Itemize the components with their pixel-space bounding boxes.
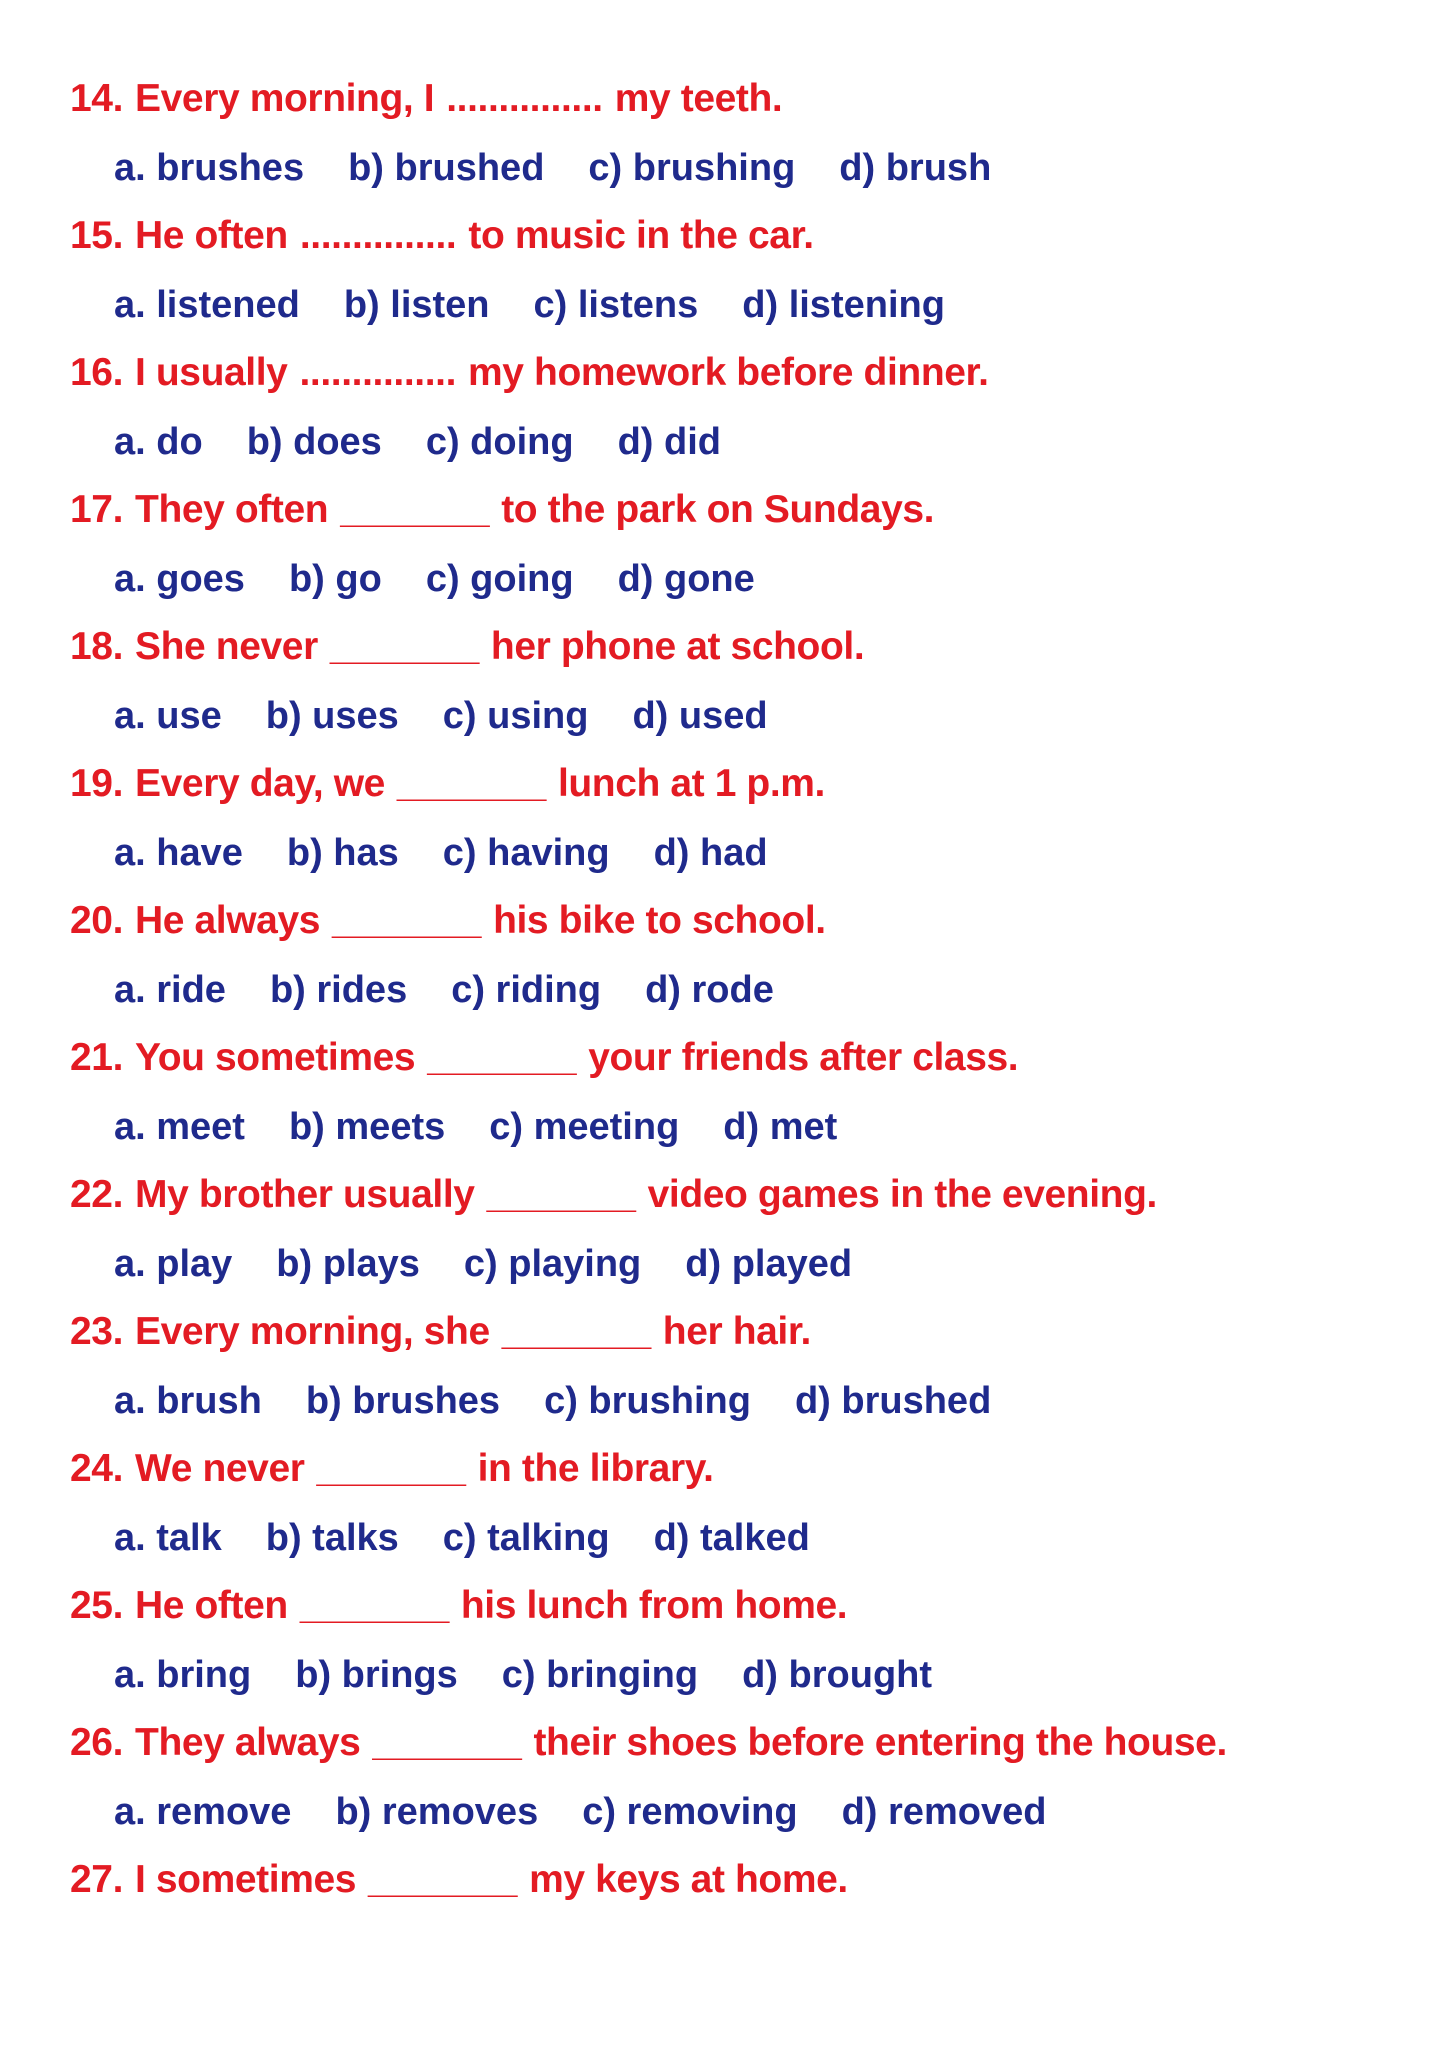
question-item	[0, 613, 1448, 750]
question-item	[0, 1435, 1448, 1572]
question-item	[0, 202, 1448, 339]
question-stem	[70, 202, 814, 270]
choice-d: d) talked	[653, 1517, 810, 1559]
question-text-after: to the park on Sundays.	[501, 488, 935, 531]
answer-blank: _______	[340, 488, 490, 531]
answer-choices	[114, 545, 755, 613]
choice-b: b) talks	[265, 1517, 399, 1559]
answer-blank: _______	[299, 1584, 449, 1627]
choice-b: b) brushes	[305, 1380, 501, 1422]
question-stem	[70, 1572, 847, 1640]
answer-blank: _______	[368, 1858, 518, 1901]
question-text-after: your friends after class.	[588, 1036, 1019, 1079]
choice-d: d) rode	[645, 969, 774, 1011]
question-stem	[70, 339, 989, 407]
answer-blank: _______	[332, 899, 482, 942]
question-number: 15.	[70, 214, 124, 257]
question-number: 19.	[70, 762, 124, 805]
question-number: 23.	[70, 1310, 124, 1353]
choice-c: c) having	[442, 832, 610, 874]
question-item	[0, 339, 1448, 476]
choice-d: d) brush	[839, 147, 992, 189]
question-item	[0, 1298, 1448, 1435]
answer-blank: _______	[372, 1721, 522, 1764]
choice-a: a. goes	[114, 558, 245, 600]
question-number: 22.	[70, 1173, 124, 1216]
question-text-before: They often	[135, 488, 329, 531]
question-item	[0, 1161, 1448, 1298]
question-stem	[70, 65, 782, 133]
question-number: 20.	[70, 899, 124, 942]
choice-b: b) brings	[295, 1654, 458, 1696]
question-number: 17.	[70, 488, 124, 531]
choice-c: c) doing	[425, 421, 574, 463]
question-stem	[70, 750, 825, 818]
answer-blank: ...............	[299, 214, 457, 257]
answer-blank: _______	[427, 1036, 577, 1079]
question-text-after: her phone at school.	[490, 625, 865, 668]
question-number: 14.	[70, 77, 124, 120]
choice-c: c) meeting	[489, 1106, 680, 1148]
question-item	[0, 1572, 1448, 1709]
answer-choices	[114, 134, 991, 202]
question-stem	[70, 1846, 848, 1914]
choice-a: a. listened	[114, 284, 300, 326]
choice-d: d) played	[685, 1243, 853, 1285]
question-text-after: their shoes before entering the house.	[533, 1721, 1227, 1764]
question-text-before: My brother usually	[135, 1173, 475, 1216]
answer-choices	[114, 956, 774, 1024]
answer-blank: ...............	[446, 77, 603, 120]
question-stem	[70, 1435, 714, 1503]
question-stem	[70, 1161, 1157, 1229]
question-number: 18.	[70, 625, 124, 668]
choice-c: c) riding	[451, 969, 602, 1011]
choice-b: b) plays	[276, 1243, 420, 1285]
choice-b: b) removes	[335, 1791, 539, 1833]
question-item	[0, 476, 1448, 613]
question-text-before: Every day, we	[135, 762, 385, 805]
answer-choices	[114, 1778, 1046, 1846]
choice-c: c) talking	[442, 1517, 610, 1559]
question-number: 27.	[70, 1858, 124, 1901]
choice-c: c) going	[425, 558, 574, 600]
choice-b: b) does	[246, 421, 382, 463]
choice-c: c) using	[442, 695, 589, 737]
question-number: 21.	[70, 1036, 124, 1079]
question-stem	[70, 1024, 1018, 1092]
choice-c: c) brushing	[588, 147, 796, 189]
choice-a: a. play	[114, 1243, 233, 1285]
question-text-before: He often	[135, 1584, 288, 1627]
choice-b: b) meets	[288, 1106, 446, 1148]
question-text-after: video games in the evening.	[647, 1173, 1157, 1216]
question-text-before: I usually	[135, 351, 288, 394]
answer-blank: _______	[396, 762, 546, 805]
choice-c: c) removing	[582, 1791, 798, 1833]
question-item	[0, 887, 1448, 1024]
answer-blank: _______	[329, 625, 479, 668]
question-text-before: We never	[135, 1447, 305, 1490]
question-text-after: lunch at 1 p.m.	[557, 762, 825, 805]
answer-choices	[114, 1230, 852, 1298]
answer-choices	[114, 1504, 810, 1572]
question-item	[0, 1024, 1448, 1161]
question-text-after: to music in the car.	[468, 214, 814, 257]
question-item	[0, 750, 1448, 887]
answer-blank: ...............	[299, 351, 457, 394]
choice-d: d) used	[632, 695, 768, 737]
question-number: 26.	[70, 1721, 124, 1764]
choice-a: a. ride	[114, 969, 226, 1011]
question-item	[0, 1709, 1448, 1846]
choice-a: a. remove	[114, 1791, 292, 1833]
choice-a: a. talk	[114, 1517, 222, 1559]
question-stem	[70, 1298, 811, 1366]
choice-a: a. have	[114, 832, 243, 874]
choice-d: d) brushed	[794, 1380, 992, 1422]
question-text-after: my keys at home.	[529, 1858, 848, 1901]
question-stem	[70, 613, 864, 681]
question-stem	[70, 476, 934, 544]
question-text-before: She never	[135, 625, 318, 668]
question-text-after: my homework before dinner.	[468, 351, 989, 394]
answer-choices	[114, 1093, 837, 1161]
choice-b: b) has	[286, 832, 399, 874]
question-number: 24.	[70, 1447, 124, 1490]
answer-choices	[114, 1367, 991, 1435]
choice-a: a. do	[114, 421, 203, 463]
choice-b: b) go	[288, 558, 382, 600]
question-text-before: I sometimes	[135, 1858, 357, 1901]
question-text-after: my teeth.	[614, 77, 783, 120]
question-text-after: her hair.	[662, 1310, 811, 1353]
question-stem	[70, 887, 826, 955]
question-text-before: He often	[135, 214, 288, 257]
question-text-after: his lunch from home.	[460, 1584, 848, 1627]
choice-a: a. use	[114, 695, 222, 737]
choice-d: d) had	[653, 832, 768, 874]
answer-choices	[114, 408, 721, 476]
question-text-before: Every morning, she	[135, 1310, 490, 1353]
choice-c: c) bringing	[501, 1654, 699, 1696]
choice-c: c) playing	[463, 1243, 642, 1285]
question-text-after: in the library.	[477, 1447, 714, 1490]
choice-d: d) removed	[841, 1791, 1047, 1833]
choice-d: d) gone	[617, 558, 755, 600]
answer-choices	[114, 1641, 932, 1709]
question-text-before: He always	[135, 899, 321, 942]
answer-choices	[114, 819, 768, 887]
choice-a: a. brushes	[114, 147, 305, 189]
answer-choices	[114, 271, 945, 339]
question-text-before: You sometimes	[135, 1036, 416, 1079]
choice-c: c) listens	[533, 284, 699, 326]
choice-a: a. bring	[114, 1654, 252, 1696]
question-item	[0, 65, 1448, 202]
question-number: 16.	[70, 351, 124, 394]
choice-a: a. meet	[114, 1106, 245, 1148]
choice-b: b) brushed	[348, 147, 545, 189]
answer-blank: _______	[501, 1310, 651, 1353]
choice-a: a. brush	[114, 1380, 262, 1422]
question-text-before: Every morning, I	[135, 77, 435, 120]
answer-blank: _______	[486, 1173, 636, 1216]
choice-d: d) brought	[742, 1654, 933, 1696]
question-stem	[70, 1709, 1227, 1777]
choice-d: d) listening	[742, 284, 945, 326]
answer-choices	[114, 682, 768, 750]
choice-b: b) listen	[343, 284, 490, 326]
choice-b: b) rides	[269, 969, 408, 1011]
question-text-after: his bike to school.	[493, 899, 826, 942]
choice-b: b) uses	[265, 695, 399, 737]
choice-c: c) brushing	[544, 1380, 751, 1422]
choice-d: d) met	[723, 1106, 838, 1148]
question-number: 25.	[70, 1584, 124, 1627]
question-item	[0, 1846, 1448, 1983]
choice-d: d) did	[617, 421, 721, 463]
answer-blank: _______	[316, 1447, 466, 1490]
question-text-before: They always	[135, 1721, 361, 1764]
